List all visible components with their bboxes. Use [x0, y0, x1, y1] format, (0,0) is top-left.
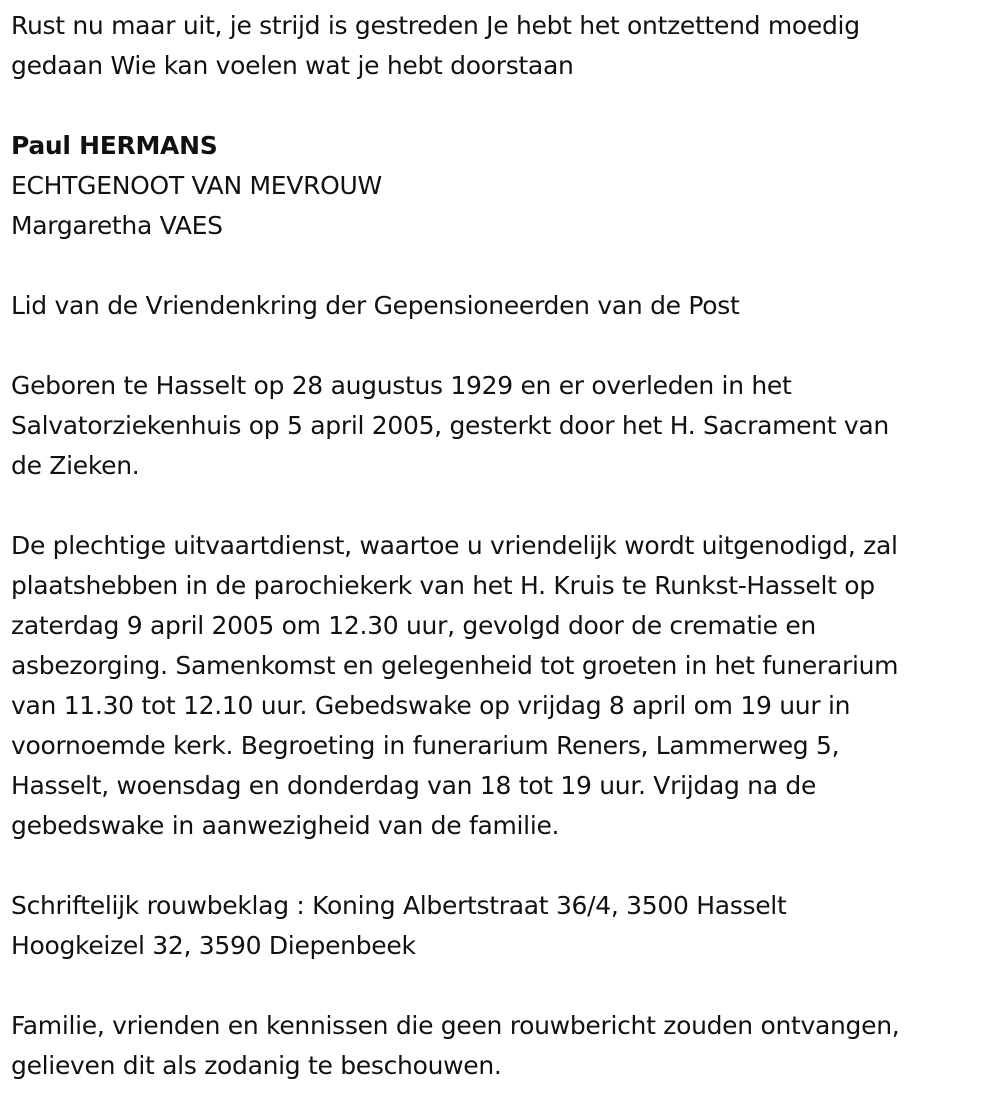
condolences-paragraph — [11, 886, 991, 966]
deceased-block — [11, 126, 991, 246]
relation-line: ECHTGENOOT VAN MEVROUW — [11, 171, 382, 200]
text-line: van 11.30 tot 12.10 uur. Gebedswake op vrijdag 8 april om 19 uur in — [11, 691, 851, 720]
closing-paragraph — [11, 1006, 991, 1086]
paragraph-spacer — [11, 326, 991, 366]
text-line: Schriftelijk rouwbeklag : Koning Albertstraat 36/4, 3500 Hasselt — [11, 891, 787, 920]
service-paragraph — [11, 526, 991, 846]
text-line: de Zieken. — [11, 451, 140, 480]
text-line: gebedswake in aanwezigheid van de familie. — [11, 811, 560, 840]
birth-death-paragraph — [11, 366, 991, 486]
obituary-document — [11, 6, 991, 1086]
text-line: zaterdag 9 april 2005 om 12.30 uur, gevolgd door de crematie en — [11, 611, 816, 640]
text-line: asbezorging. Samenkomst en gelegenheid tot groeten in het funerarium — [11, 651, 899, 680]
paragraph-spacer — [11, 246, 991, 286]
paragraph-spacer — [11, 846, 991, 886]
text-line: gelieven dit als zodanig te beschouwen. — [11, 1051, 502, 1080]
text-line: voornoemde kerk. Begroeting in funerarium Reners, Lammerweg 5, — [11, 731, 840, 760]
poem-line: Rust nu maar uit, je strijd is gestreden Je hebt het ontzettend moedig — [11, 11, 860, 40]
text-line: plaatshebben in de parochiekerk van het H. Kruis te Runkst-Hasselt op — [11, 571, 875, 600]
text-line: Geboren te Hasselt op 28 augustus 1929 en er overleden in het — [11, 371, 792, 400]
poem-paragraph — [11, 6, 991, 86]
membership-line: Lid van de Vriendenkring der Gepensioneerden van de Post — [11, 291, 740, 320]
paragraph-spacer — [11, 486, 991, 526]
text-line: Hasselt, woensdag en donderdag van 18 tot 19 uur. Vrijdag na de — [11, 771, 817, 800]
deceased-name: Paul HERMANS — [11, 131, 218, 160]
spouse-name: Margaretha VAES — [11, 211, 223, 240]
text-line: Salvatorziekenhuis op 5 april 2005, gesterkt door het H. Sacrament van — [11, 411, 889, 440]
text-line: Familie, vrienden en kennissen die geen rouwbericht zouden ontvangen, — [11, 1011, 900, 1040]
poem-line: gedaan Wie kan voelen wat je hebt doorstaan — [11, 51, 574, 80]
paragraph-spacer — [11, 86, 991, 126]
text-line: De plechtige uitvaartdienst, waartoe u vriendelijk wordt uitgenodigd, zal — [11, 531, 898, 560]
text-line: Hoogkeizel 32, 3590 Diepenbeek — [11, 931, 416, 960]
paragraph-spacer — [11, 966, 991, 1006]
